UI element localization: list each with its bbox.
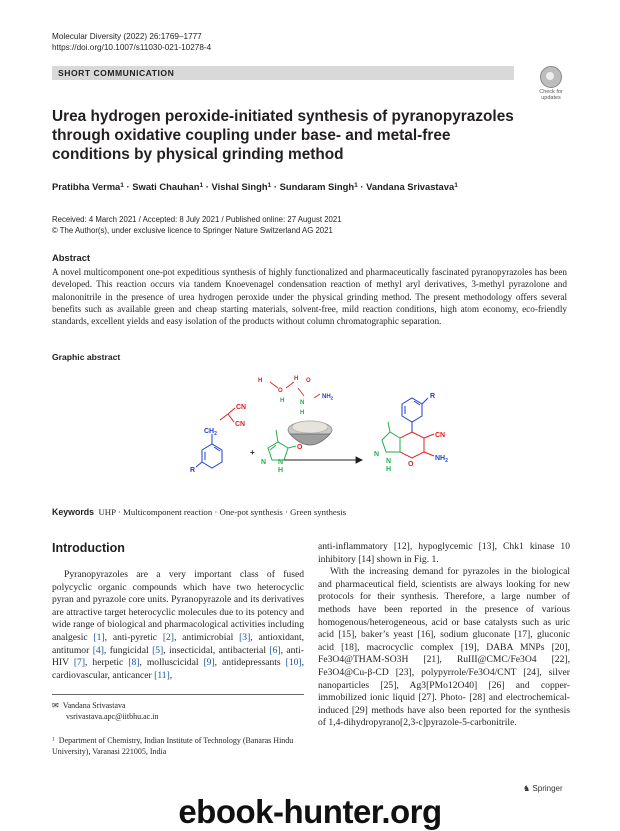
product-r-label: R [430, 393, 436, 400]
corr-name: Vandana Srivastava [62, 701, 126, 710]
article-dates [52, 215, 572, 236]
aff-text: Department of Chemistry, Indian Institute of Technology (Banaras Hindu University), Varanasi 221005, India [52, 736, 294, 756]
right-column-text [318, 541, 570, 730]
author[interactable]: Vishal Singh$^1$ [211, 181, 272, 192]
mortar-pestle-icon [288, 421, 332, 445]
journal-citation [52, 31, 211, 53]
uhp-h-label: H [280, 398, 285, 404]
product-h-label: H [386, 466, 392, 473]
publisher-logo: ♞ Springer [523, 784, 563, 793]
intro-paragraph-2: With the increasing demand for pyrazoles in the biological and pharmaceutical field, scientists are always looking for new protocols for their synthesis. Therefore, a large number of methods have been reported in the presence of various homogenous/heterogeneous, acid or base catalysts such as uric acid [15], baker’s yeast [16], sodium gluconate [17], gluconic acid [18], macrocyclic complex [19], DABA MNPs [20], Fe3O4@THAM-SO3H [21], RuIII@CMC/Fe3O4 [22], Fe3O4@Cu-β-CD [23], polypyrrole/Fe3O4/CNT [24], silver nanoparticles [25], Ag3[PMo12O40] [26] and copper-immobilized ionic liquid [27]. Photo- [28] and electrochemical-induced [29] methods have also been reported for the synthesis of 1,4-dihydropyrano[2,3-c]pyrazole-5-carbonitrile. [318, 566, 570, 729]
footnote-divider [52, 694, 304, 695]
journal-line: Molecular Diversity (2022) 26:1769–1777 [52, 32, 202, 41]
springer-horse-icon: ♞ [523, 784, 531, 793]
corresponding-author [52, 700, 304, 722]
graphic-abstract-scheme [150, 368, 520, 498]
product-n-label: N [374, 451, 380, 458]
pyrazole-h-label: H [278, 467, 284, 474]
envelope-icon: ✉ [52, 701, 59, 710]
reactant-malononitrile-part [220, 408, 235, 422]
aff-number: 1 [52, 736, 55, 743]
check-updates-icon [540, 66, 562, 88]
graphic-abstract-heading: Graphic abstract [52, 352, 121, 362]
keywords-line [52, 507, 346, 517]
corr-email[interactable]: vsrivastava.apc@iitbhu.ac.in [66, 712, 159, 721]
intro-paragraph-1: Pyranopyrazoles are a very important class of fused polycyclic organic compounds which have two heterocyclic pyran and pyrazole core units. Pyranopyrazole and its derivatives are attractive target heterocyclic molecules due to its potency and wide range of biological and pharmacological activities including analgesic [1], anti-pyretic [2], antimicrobial [3], antioxidant, antitumor [4], fungicidal [5], insecticidal, antibacterial [6], anti-HIV [7], herpetic [8], molluscicidal [9], antidepressants [10], cardiovascular, anticancer [11], [52, 569, 305, 681]
plus-sign: + [250, 448, 255, 457]
r-label: R [190, 467, 196, 474]
intro-paragraph-1-cont: anti-inflammatory [12], hypoglycemic [13], Chk1 kinase 10 inhibitory [14] shown in Fig. 1. [318, 541, 570, 565]
product-o-label: O [408, 461, 414, 468]
abstract-heading: Abstract [52, 252, 91, 263]
uhp-nh2-label: $NH_2$ [322, 394, 334, 401]
product-nh2-label: $NH_2$ [435, 455, 448, 464]
affiliation [52, 735, 304, 757]
keywords-label: Keywords [52, 507, 95, 517]
article-title: Urea hydrogen peroxide-initiated synthesis of pyranopyrazoles through oxidative coupling under base- and metal-free conditions by physical grinding method [52, 108, 514, 163]
uhp-h-label: H [258, 378, 263, 384]
left-column-text [52, 569, 304, 682]
ch2-label: $CH_2$ [204, 428, 217, 437]
check-for-updates-badge[interactable] [535, 66, 567, 100]
reaction-arrow [284, 457, 362, 463]
pyrazole-n-label: N [261, 459, 267, 466]
cn-label: CN [236, 404, 247, 411]
uhp-n-label: N [300, 400, 305, 406]
author-list: Pratibha Verma$^1$ · Swati Chauhan$^1$ · Vishal Singh$^1$ · Sundaram Singh$^1$ · Vandana Srivastava$^1$ [52, 181, 458, 192]
author[interactable]: Sundaram Singh$^1$ [279, 181, 358, 192]
uhp-h-label: H [294, 376, 299, 382]
copyright-line: © The Author(s), under exclusive licence to Springer Nature Switzerland AG 2021 [52, 225, 333, 235]
uhp-o-label: O [278, 388, 283, 394]
abstract-text: A novel multicomponent one-pot expeditious synthesis of highly functionalized and pharmaceutically fascinated pyranopyrazoles has been developed. This reaction occurs via tandem Knoevenagel condensation reaction of methyl aryl derivatives, 3-methyl pyrazolone and malononitrile in the presence of urea hydrogen peroxide under the physical grinding method. The present methodology offers several benefits such as available green and cheap starting materials, solvent-free, mild reaction conditions, high atom economy, eco-friendly standards, excellent yields and easy isolation of the products without column chromatographic separation. [52, 267, 567, 327]
product-ring-aryl [402, 398, 428, 432]
author[interactable]: Vandana Srivastava$^1$ [366, 181, 458, 192]
section-label: SHORT COMMUNICATION [58, 68, 175, 78]
watermark: ebook-hunter.org [178, 793, 442, 830]
pyrazole-n-label: N [278, 459, 284, 466]
history-dates: Received: 4 March 2021 / Accepted: 8 July 2021 / Published online: 27 August 2021 [52, 215, 342, 224]
product-n-label: N [386, 458, 392, 465]
reactant-benzyl [196, 434, 222, 468]
cn-label: CN [235, 421, 246, 428]
uhp-h-label: H [300, 410, 305, 416]
section-banner [52, 66, 514, 80]
badge-text: Check for updates [539, 89, 563, 101]
product-pyrazole-ring [382, 422, 400, 452]
carbonyl-o-label: O [297, 444, 303, 451]
product-cn-label: CN [435, 432, 446, 439]
author[interactable]: Swati Chauhan$^1$ [132, 181, 204, 192]
author[interactable]: Pratibha Verma$^1$ [52, 181, 124, 192]
keywords-items: UHP · Multicomponent reaction · One-pot synthesis · Green synthesis [98, 507, 347, 517]
introduction-heading: Introduction [52, 541, 125, 555]
product-pyran-ring [400, 432, 434, 458]
doi-link[interactable]: https://doi.org/10.1007/s11030-021-10278-4 [52, 43, 212, 52]
uhp-o-label: O [306, 378, 311, 384]
